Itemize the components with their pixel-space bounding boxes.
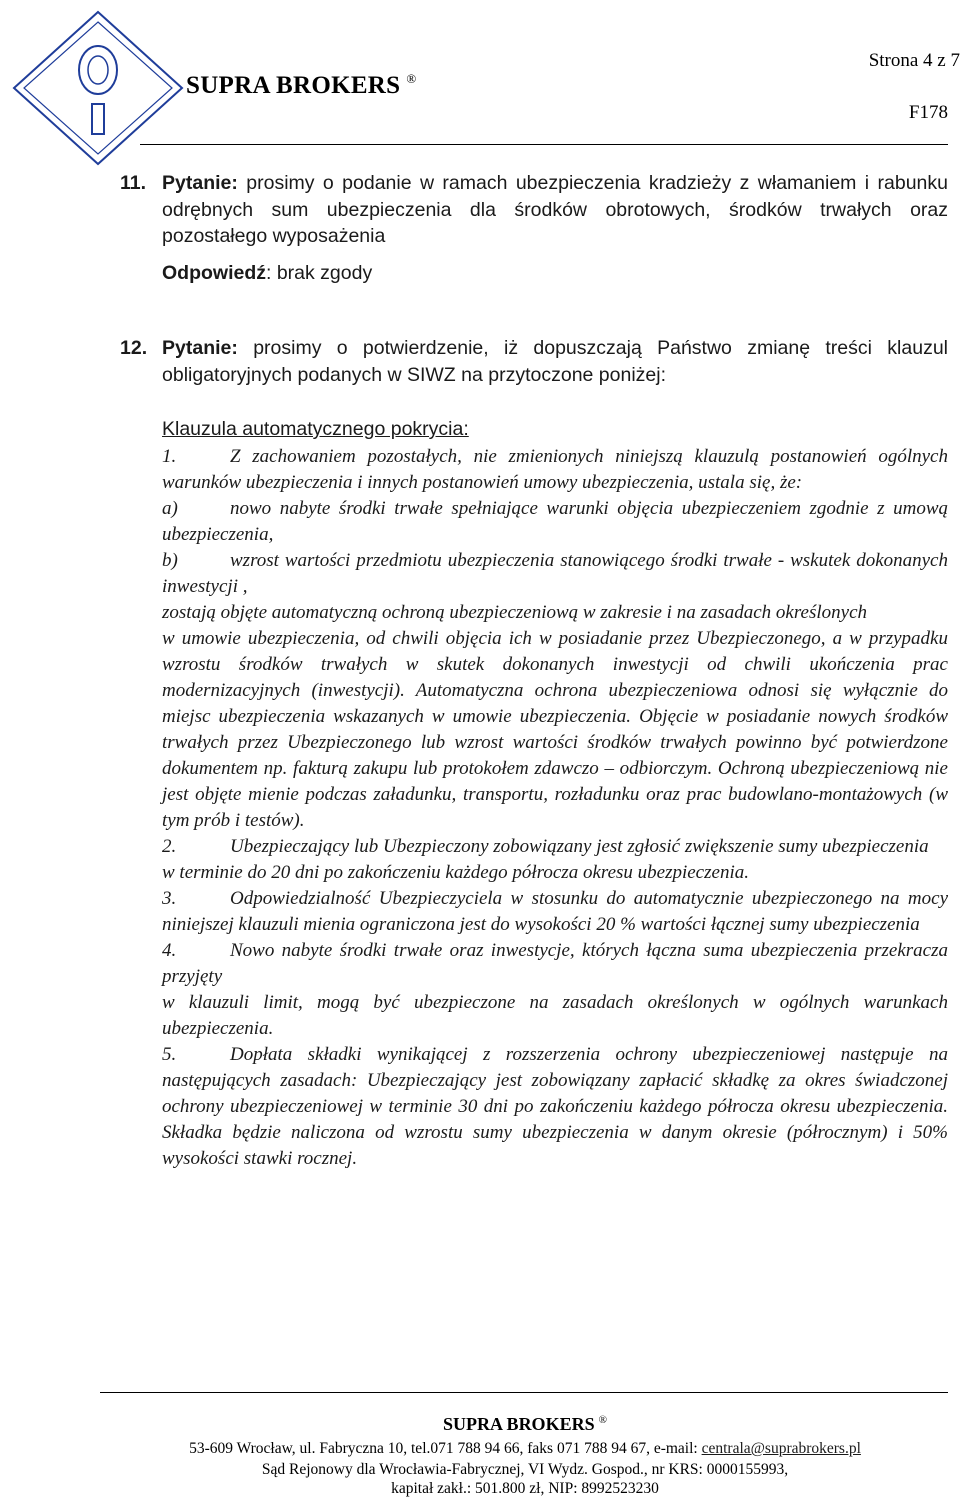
answer-11: Odpowiedź: brak zgody (162, 262, 373, 284)
question-12 (120, 335, 948, 388)
email-link[interactable]: centrala@suprabrokers.pl (701, 1440, 861, 1457)
doc-code: F178 (908, 102, 948, 123)
header-brand: SUPRA BROKERS ® (186, 71, 417, 99)
question-text: Pytanie: prosimy o potwierdzenie, iż dopuszczają Państwo zmianę treści klauzul obligatoryjnych podanych w SIWZ na przytoczone poniżej: (162, 337, 948, 386)
question-11 (120, 170, 948, 250)
clause-coverage: zostają objęte automatyczną ochroną ubezpieczeniową w zakresie i na zasadach określonych (162, 602, 868, 623)
clause-point-2: 2. Ubezpieczający lub Ubezpieczony zobowiązany jest zgłosić zwiększenie sumy ubezpieczenia (162, 836, 929, 857)
clause-item-a: a) nowo nabyte środki trwałe spełniające warunki objęcia ubezpieczeniem zgodnie z umową ubezpieczenia, (162, 498, 948, 545)
question-text: Pytanie: prosimy o podanie w ramach ubezpieczenia kradzieży z włamaniem i rabunku odrębnych sum ubezpieczenia dla środków obrotowych, środków trwałych oraz pozostałego wyposażenia (162, 172, 948, 247)
question-number: 12. (120, 337, 148, 359)
clause-point-1: 1. Z zachowaniem pozostałych, nie zmienionych niniejszą klauzulą postanowień ogólnych warunków ubezpieczenia i innych postanowień umowy ubezpieczenia, ustala się, że: (162, 446, 948, 493)
clause-point-4-cont: w klauzuli limit, mogą być ubezpieczone na zasadach określonych w ogólnych warunkach ubezpieczenia. (162, 992, 948, 1039)
footer-capital: kapitał zakł.: 501.800 zł, NIP: 8992523230 (391, 1480, 659, 1497)
clause-body (162, 444, 948, 1172)
clause-point-4: 4. Nowo nabyte środki trwałe oraz inwestycje, których łączna suma ubezpieczenia przekracza przyjęty (162, 940, 948, 987)
clause-title: Klauzula automatycznego pokrycia: (162, 418, 469, 440)
footer-brand: SUPRA BROKERS ® (443, 1414, 607, 1434)
clause-point-2-cont: w terminie do 20 dni po zakończeniu każdego półrocza okresu ubezpieczenia. (162, 862, 749, 883)
clause-coverage-details: w umowie ubezpieczenia, od chwili objęcia ich w posiadanie przez Ubezpieczonego, a w przypadku wzrostu środków trwałych w skutek dokonanych inwestycji od chwili ukończenia prac modernizacyjnych (inwestycji). Automatyczna ochrona ubezpieczeniowa odnosi się wyłącznie do miejsc ubezpieczenia wskazanych w umowie ubezpieczenia. Objęcie w posiadanie nowych środków trwałych przez Ubezpieczonego lub wzrost wartości środków trwałych powinno być potwierdzone dokumentem np. fakturą zakupu lub protokołem zdawczo – odbiorczym. Ochroną ubezpieczeniową nie jest objęte mienie podczas załadunku, transportu, rozładunku oraz prac budowlano-montażowych (w tym prób i testów). (162, 628, 948, 831)
page-number: Strona 4 z 7 (868, 50, 960, 71)
footer-address: 53-609 Wrocław, ul. Fabryczna 10, tel.071 788 94 66, faks 071 788 94 67, e-mail: centrala@suprabrokers.pl (189, 1440, 861, 1457)
clause-point-5: 5. Dopłata składki wynikającej z rozszerzenia ochrony ubezpieczeniowej następuje na następujących zasadach: Ubezpieczający jest zobowiązany zapłacić składkę za okres świadczonej ochrony ubezpieczeniowej w terminie 30 dni po zakończeniu każdego półrocza okresu ubezpieczenia. Składka będzie naliczona od wzrostu sumy ubezpieczenia w danym okresie (półrocznym) i 50% wysokości stawki rocznej. (162, 1044, 948, 1169)
footer-court: Sąd Rejonowy dla Wrocławia-Fabrycznej, VI Wydz. Gospod., nr KRS: 0000155993, (261, 1461, 789, 1478)
clause-point-3: 3. Odpowiedzialność Ubezpieczyciela w stosunku do automatycznie ubezpieczonego na mocy niniejszej klauzuli mienia ograniczona jest do wysokości 20 % wartości łącznej sumy ubezpieczenia (162, 888, 948, 935)
header-divider (140, 144, 948, 145)
footer-divider (100, 1392, 948, 1393)
clause-item-b: b) wzrost wartości przedmiotu ubezpieczenia stanowiącego środki trwałe - wskutek dokonanych inwestycji , (162, 550, 948, 597)
question-number: 11. (120, 172, 147, 194)
